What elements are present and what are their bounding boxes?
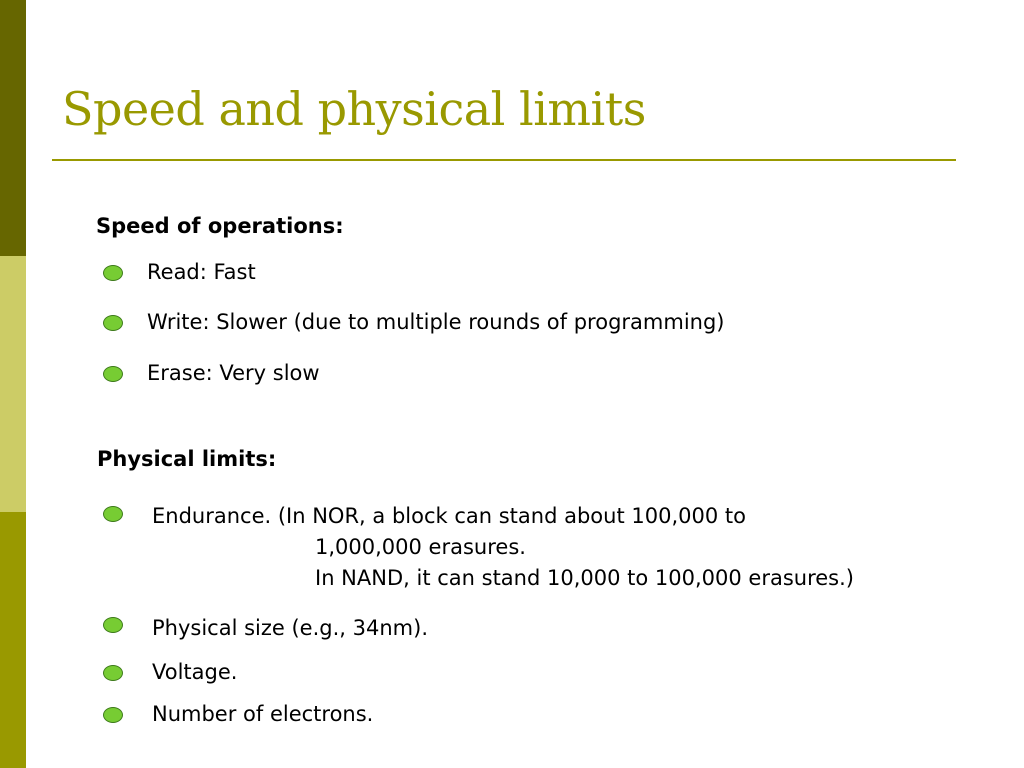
- bullet-icon: [103, 366, 123, 382]
- side-bar-top: [0, 0, 26, 256]
- limits-item-endurance-line2: 1,000,000 erasures.: [315, 535, 526, 559]
- limits-item-endurance-line1: Endurance. (In NOR, a block can stand about 100,000 to: [152, 504, 746, 528]
- limits-heading: Physical limits:: [97, 447, 277, 471]
- bullet-icon: [103, 617, 123, 633]
- limits-item-physical-size: Physical size (e.g., 34nm).: [152, 616, 428, 640]
- speed-item-erase: Erase: Very slow: [147, 361, 320, 385]
- slide-title: Speed and physical limits: [62, 82, 646, 136]
- speed-item-read: Read: Fast: [147, 260, 256, 284]
- side-bar-middle: [0, 256, 26, 512]
- bullet-icon: [103, 707, 123, 723]
- bullet-icon: [103, 265, 123, 281]
- bullet-icon: [103, 315, 123, 331]
- bullet-icon: [103, 665, 123, 681]
- speed-heading: Speed of operations:: [96, 214, 344, 238]
- side-bar-bottom: [0, 512, 26, 768]
- limits-item-endurance-line3: In NAND, it can stand 10,000 to 100,000 erasures.): [315, 566, 854, 590]
- speed-item-write: Write: Slower (due to multiple rounds of programming): [147, 310, 725, 334]
- bullet-icon: [103, 506, 123, 522]
- title-underline: [52, 159, 956, 161]
- limits-item-voltage: Voltage.: [152, 660, 238, 684]
- limits-item-electrons: Number of electrons.: [152, 702, 374, 726]
